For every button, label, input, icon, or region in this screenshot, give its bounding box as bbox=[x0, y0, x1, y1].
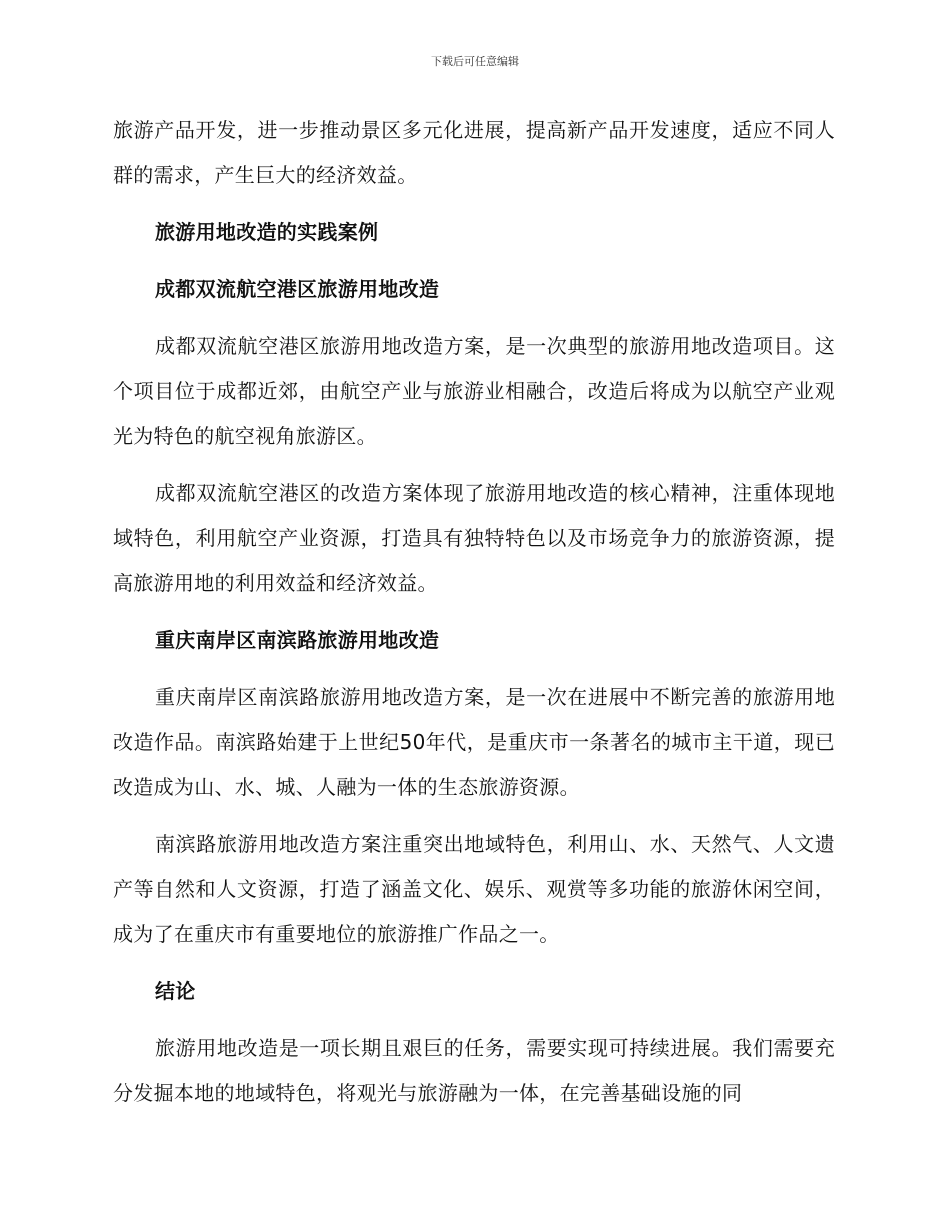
page-header-note: 下载后可任意编辑 bbox=[431, 55, 519, 68]
section-heading-conclusion: 结论 bbox=[155, 979, 196, 1003]
paragraph-chengdu-2: 成都双流航空港区的改造方案体现了旅游用地改造的核心精神，注重体现地域特色，利用航空产业资源，打造具有独特特色以及市场竞争力的旅游资源，提高旅游用地的利用效益和经济效益。 bbox=[113, 481, 835, 595]
section-heading-cases: 旅游用地改造的实践案例 bbox=[155, 220, 379, 244]
subsection-heading-chengdu: 成都双流航空港区旅游用地改造 bbox=[155, 277, 440, 301]
paragraph-intro: 旅游产品开发，进一步推动景区多元化进展，提高新产品开发速度，适应不同人群的需求，产生巨大的经济效益。 bbox=[113, 118, 835, 187]
paragraph-conclusion: 旅游用地改造是一项长期且艰巨的任务，需要实现可持续进展。我们需要充分发掘本地的地域特色，将观光与旅游融为一体，在完善基础设施的同 bbox=[113, 1036, 835, 1105]
paragraph-chengdu-1: 成都双流航空港区旅游用地改造方案，是一次典型的旅游用地改造项目。这个项目位于成都近郊，由航空产业与旅游业相融合，改造后将成为以航空产业观光为特色的航空视角旅游区。 bbox=[113, 334, 835, 448]
paragraph-chongqing-1: 重庆南岸区南滨路旅游用地改造方案，是一次在进展中不断完善的旅游用地改造作品。南滨路始建于上世纪50年代，是重庆市一条著名的城市主干道，现已改造成为山、水、城、人融为一体的生态旅游资源。 bbox=[113, 685, 835, 799]
document-body bbox=[113, 108, 835, 1128]
paragraph-chongqing-2: 南滨路旅游用地改造方案注重突出地域特色，利用山、水、天然气、人文遗产等自然和人文资源，打造了涵盖文化、娱乐、观赏等多功能的旅游休闲空间，成为了在重庆市有重要地位的旅游推广作品之一。 bbox=[113, 832, 835, 946]
subsection-heading-chongqing: 重庆南岸区南滨路旅游用地改造 bbox=[155, 628, 440, 652]
